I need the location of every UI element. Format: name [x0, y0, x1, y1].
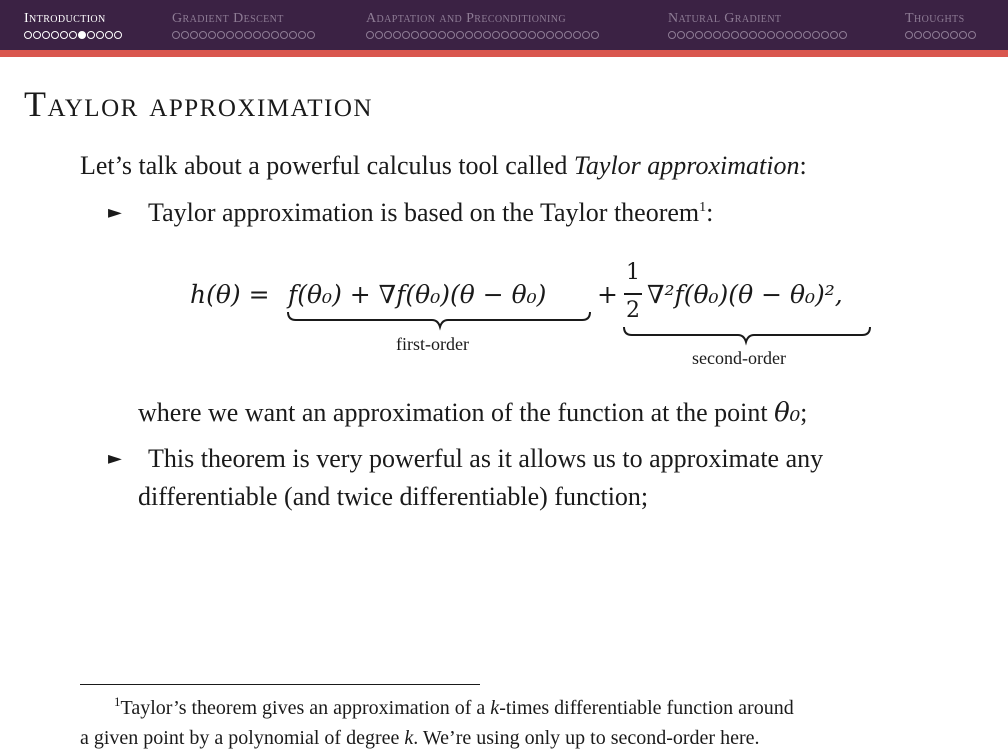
nav-dot[interactable] [87, 31, 95, 39]
nav-dot[interactable] [474, 31, 482, 39]
bullet-triangle-icon: ► [108, 202, 122, 223]
nav-dot[interactable] [69, 31, 77, 39]
nav-dot[interactable] [60, 31, 68, 39]
footnote-line-2a: a given point by a polynomial of degree [80, 727, 405, 749]
nav-dot[interactable] [537, 31, 545, 39]
nav-dot[interactable] [366, 31, 374, 39]
nav-dot[interactable] [280, 31, 288, 39]
nav-dot[interactable] [447, 31, 455, 39]
nav-dot[interactable] [217, 31, 225, 39]
nav-dot[interactable] [190, 31, 198, 39]
nav-dot[interactable] [839, 31, 847, 39]
nav-dot[interactable] [483, 31, 491, 39]
navigation-accent-line [0, 50, 1008, 57]
nav-dot[interactable] [564, 31, 572, 39]
nav-dot[interactable] [114, 31, 122, 39]
bullet-1-body: Taylor approximation is based on the Taylor theorem [148, 198, 700, 227]
footnote-separator [80, 684, 480, 685]
nav-dot[interactable] [803, 31, 811, 39]
bullet-1-suffix: : [706, 198, 714, 227]
second-order-underbrace [624, 327, 870, 342]
nav-dot[interactable] [830, 31, 838, 39]
nav-section-title[interactable]: Gradient Descent [172, 11, 284, 26]
nav-dot[interactable] [105, 31, 113, 39]
nav-dot[interactable] [950, 31, 958, 39]
nav-dot[interactable] [959, 31, 967, 39]
where-point-theta0: θ₀ [774, 398, 801, 428]
nav-dot[interactable] [42, 31, 50, 39]
nav-dot[interactable] [33, 31, 41, 39]
nav-dot[interactable] [573, 31, 581, 39]
bullet-triangle-icon: ► [108, 448, 122, 469]
nav-dot[interactable] [271, 31, 279, 39]
footnote [80, 693, 930, 753]
nav-dot[interactable] [941, 31, 949, 39]
nav-dot[interactable] [438, 31, 446, 39]
nav-dot[interactable] [677, 31, 685, 39]
nav-dot[interactable] [695, 31, 703, 39]
equation-second-order-term: ∇²f(θ₀)(θ − θ₀)², [647, 280, 843, 309]
nav-dot[interactable] [905, 31, 913, 39]
footnote-k-2: k [404, 727, 414, 749]
nav-dot[interactable] [555, 31, 563, 39]
nav-dot-current[interactable] [78, 31, 86, 39]
nav-dot[interactable] [776, 31, 784, 39]
nav-dot[interactable] [96, 31, 104, 39]
nav-dot[interactable] [253, 31, 261, 39]
nav-slide-dots [366, 30, 599, 40]
nav-dot[interactable] [785, 31, 793, 39]
nav-dot[interactable] [393, 31, 401, 39]
footnote-line-2b: . We’re using only up to second-order here. [413, 727, 760, 749]
nav-dot[interactable] [668, 31, 676, 39]
footnote-line-1a: Taylor’s theorem gives an approximation of a [120, 697, 491, 719]
nav-dot[interactable] [456, 31, 464, 39]
nav-dot[interactable] [704, 31, 712, 39]
nav-dot[interactable] [411, 31, 419, 39]
footnote-reference[interactable]: 1 [699, 200, 707, 215]
nav-dot[interactable] [582, 31, 590, 39]
equation-plus: + [597, 280, 618, 309]
nav-dot[interactable] [235, 31, 243, 39]
nav-dot[interactable] [465, 31, 473, 39]
nav-section-gradient-descent[interactable] [172, 10, 315, 40]
nav-dot[interactable] [420, 31, 428, 39]
equation-fraction-numerator: 1 [626, 260, 640, 285]
nav-dot[interactable] [244, 31, 252, 39]
nav-dot[interactable] [501, 31, 509, 39]
nav-dot[interactable] [821, 31, 829, 39]
nav-dot[interactable] [794, 31, 802, 39]
equation-fraction-bar [624, 293, 642, 295]
bullet-2-line-2: differentiable (and twice differentiable) function; [138, 482, 649, 511]
nav-slide-dots [172, 30, 315, 40]
nav-dot[interactable] [402, 31, 410, 39]
nav-section-title[interactable]: Thoughts [905, 11, 965, 26]
nav-section-title[interactable]: Natural Gradient [668, 11, 782, 26]
nav-dot[interactable] [749, 31, 757, 39]
nav-section-adaptation-and-preconditioning[interactable] [366, 10, 599, 40]
where-body: where we want an approximation of the function at the point [138, 398, 775, 427]
nav-dot[interactable] [172, 31, 180, 39]
bullet-1-text [148, 197, 713, 229]
nav-dot[interactable] [298, 31, 306, 39]
nav-slide-dots [905, 30, 976, 40]
nav-dot[interactable] [528, 31, 536, 39]
slide-title: Taylor approximation [24, 84, 373, 124]
nav-dot[interactable] [24, 31, 32, 39]
nav-dot[interactable] [51, 31, 59, 39]
nav-section-thoughts[interactable] [905, 10, 976, 40]
nav-dot[interactable] [713, 31, 721, 39]
bullet-2-line-1: This theorem is very powerful as it allows us to approximate any [148, 444, 824, 473]
footnote-k-1: k [490, 697, 500, 719]
intro-suffix: : [799, 151, 807, 180]
nav-section-title[interactable]: Introduction [24, 11, 106, 26]
footnote-line-1b: -times differentiable function around [499, 697, 794, 719]
first-order-underbrace [288, 312, 590, 327]
nav-dot[interactable] [429, 31, 437, 39]
nav-dot[interactable] [492, 31, 500, 39]
nav-dot[interactable] [546, 31, 554, 39]
nav-slide-dots [668, 30, 847, 40]
nav-dot[interactable] [686, 31, 694, 39]
nav-dot[interactable] [181, 31, 189, 39]
nav-section-natural-gradient[interactable] [668, 10, 847, 40]
nav-dot[interactable] [510, 31, 518, 39]
footnote-mark: 1 [114, 694, 121, 709]
nav-dot[interactable] [226, 31, 234, 39]
nav-section-introduction[interactable] [24, 10, 122, 40]
nav-section-title[interactable]: Adaptation and Preconditioning [366, 11, 566, 26]
equation-first-order-term: f(θ₀) + ∇f(θ₀)(θ − θ₀) [288, 280, 547, 309]
first-order-label: first-order [396, 334, 469, 354]
nav-dot[interactable] [758, 31, 766, 39]
equation-fraction-denominator: 2 [626, 298, 640, 323]
nav-dot[interactable] [208, 31, 216, 39]
nav-dot[interactable] [375, 31, 383, 39]
nav-dot[interactable] [932, 31, 940, 39]
where-text [138, 397, 807, 429]
second-order-label: second-order [692, 348, 786, 368]
nav-dot[interactable] [199, 31, 207, 39]
nav-dot[interactable] [968, 31, 976, 39]
nav-dot[interactable] [923, 31, 931, 39]
nav-dot[interactable] [307, 31, 315, 39]
where-suffix: ; [800, 398, 808, 427]
equation-lhs: h(θ) = [190, 280, 270, 309]
nav-dot[interactable] [731, 31, 739, 39]
nav-dot[interactable] [812, 31, 820, 39]
nav-dot[interactable] [914, 31, 922, 39]
nav-dot[interactable] [767, 31, 775, 39]
nav-dot[interactable] [519, 31, 527, 39]
nav-dot[interactable] [262, 31, 270, 39]
nav-dot[interactable] [289, 31, 297, 39]
nav-dot[interactable] [384, 31, 392, 39]
intro-emphasis: Taylor approximation [573, 151, 800, 180]
nav-dot[interactable] [591, 31, 599, 39]
nav-slide-dots [24, 30, 122, 40]
nav-dot[interactable] [722, 31, 730, 39]
intro-text [80, 150, 807, 182]
nav-dot[interactable] [740, 31, 748, 39]
intro-prefix: Let’s talk about a powerful calculus tool called [80, 151, 574, 180]
